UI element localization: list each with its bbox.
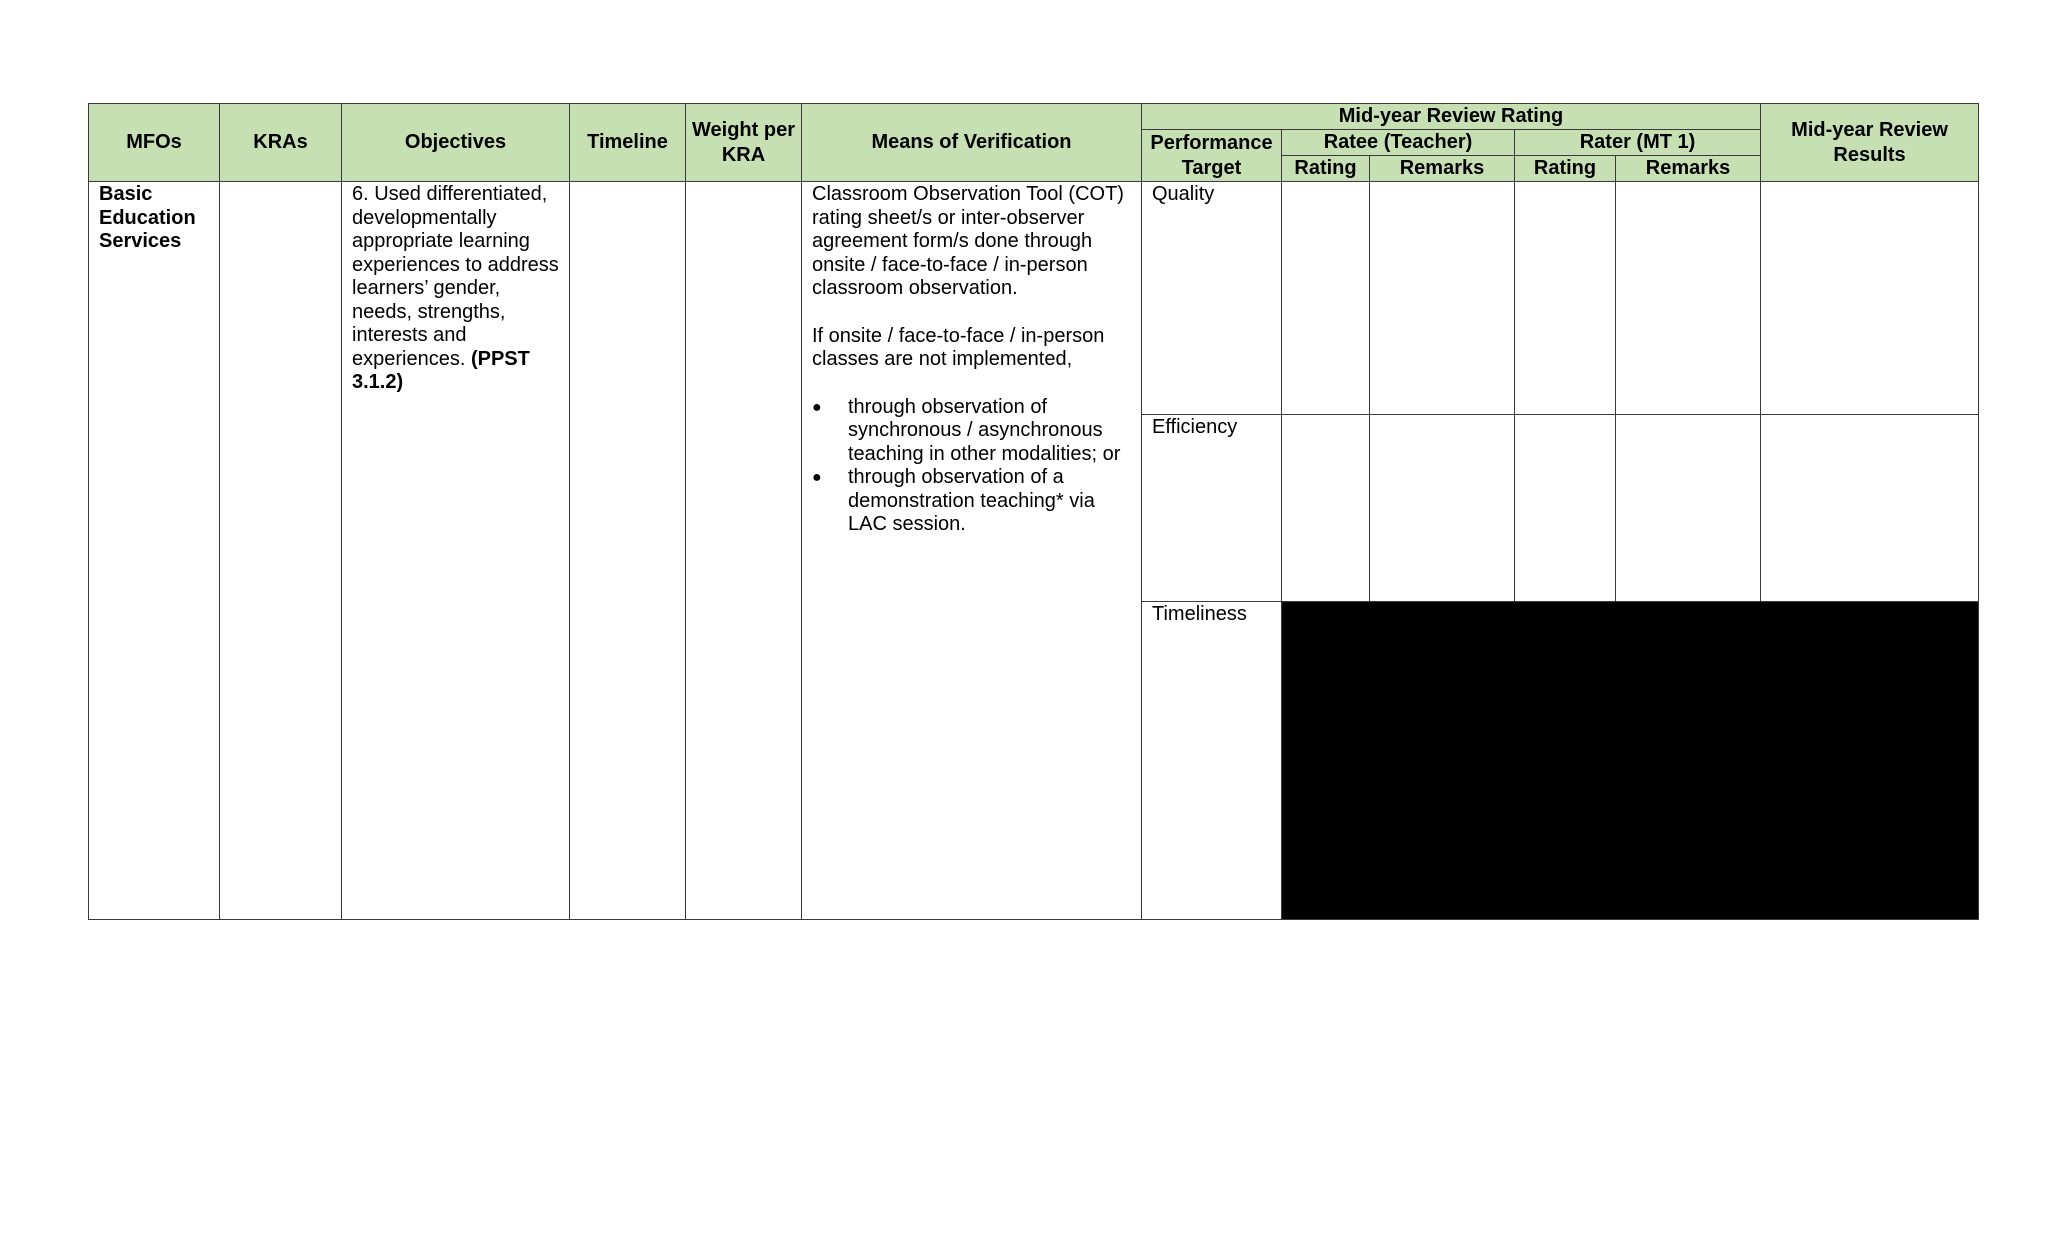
- objective-ppst-code: (PPST 3.1.2): [352, 347, 530, 393]
- header-rater-mt1: Rater (MT 1): [1515, 130, 1761, 156]
- cell-quality-rater-rating[interactable]: [1515, 182, 1616, 415]
- cell-mfo: Basic Education Services: [89, 182, 220, 920]
- ipcrf-midyear-review-table: [88, 103, 1979, 920]
- header-weight-per-kra: Weight per KRA: [686, 104, 802, 182]
- cell-efficiency-ratee-rating[interactable]: [1282, 415, 1370, 602]
- cell-quality-rater-remarks[interactable]: [1616, 182, 1761, 415]
- cell-efficiency-rater-rating[interactable]: [1515, 415, 1616, 602]
- list-item: ● through observation of a demonstration teaching* via LAC session.: [812, 466, 1095, 535]
- mov-bullet-list: [812, 396, 1131, 537]
- header-rater-rating: Rating: [1515, 156, 1616, 182]
- header-performance-target: Performance Target: [1142, 130, 1282, 182]
- header-ratee-remarks: Remarks: [1370, 156, 1515, 182]
- cell-efficiency-rater-remarks[interactable]: [1616, 415, 1761, 602]
- bullet-icon: ●: [812, 398, 822, 416]
- list-item: ● through observation of synchronous / asynchronous teaching in other modalities; or: [812, 395, 1121, 465]
- cell-quality-results[interactable]: [1761, 182, 1979, 415]
- header-midyear-review-rating: Mid-year Review Rating: [1142, 104, 1761, 130]
- header-midyear-review-results: Mid-year Review Results: [1761, 104, 1979, 182]
- header-objectives: Objectives: [342, 104, 570, 182]
- header-timeline: Timeline: [570, 104, 686, 182]
- cell-target-efficiency: Efficiency: [1142, 415, 1282, 602]
- table-row-quality: [89, 182, 1979, 415]
- cell-quality-ratee-remarks[interactable]: [1370, 182, 1515, 415]
- header-row-1: [89, 104, 1979, 130]
- header-kras: KRAs: [220, 104, 342, 182]
- header-mfos: MFOs: [89, 104, 220, 182]
- mov-paragraph-1: Classroom Observation Tool (COT) rating sheet/s or inter-observer agreement form/s done through onsite / face-to-face / in-person classroom observation.: [812, 183, 1124, 299]
- header-ratee-teacher: Ratee (Teacher): [1282, 130, 1515, 156]
- redacted-block: [1282, 602, 1979, 920]
- cell-means-of-verification: [802, 182, 1142, 920]
- cell-objective: [342, 182, 570, 920]
- cell-weight: [686, 182, 802, 920]
- cell-target-quality: Quality: [1142, 182, 1282, 415]
- objective-text: 6. Used differentiated, developmentally appropriate learning experiences to address learners’ gender, needs, strengths, interests and experiences.: [352, 183, 559, 370]
- header-rater-remarks: Remarks: [1616, 156, 1761, 182]
- cell-quality-ratee-rating[interactable]: [1282, 182, 1370, 415]
- bullet-icon: ●: [812, 469, 822, 486]
- cell-kra: [220, 182, 342, 920]
- cell-efficiency-ratee-remarks[interactable]: [1370, 415, 1515, 602]
- cell-efficiency-results[interactable]: [1761, 415, 1979, 602]
- cell-timeline: [570, 182, 686, 920]
- mov-paragraph-2: If onsite / face-to-face / in-person classes are not implemented,: [812, 324, 1105, 370]
- cell-target-timeliness: Timeliness: [1142, 602, 1282, 920]
- header-ratee-rating: Rating: [1282, 156, 1370, 182]
- header-means-of-verification: Means of Verification: [802, 104, 1142, 182]
